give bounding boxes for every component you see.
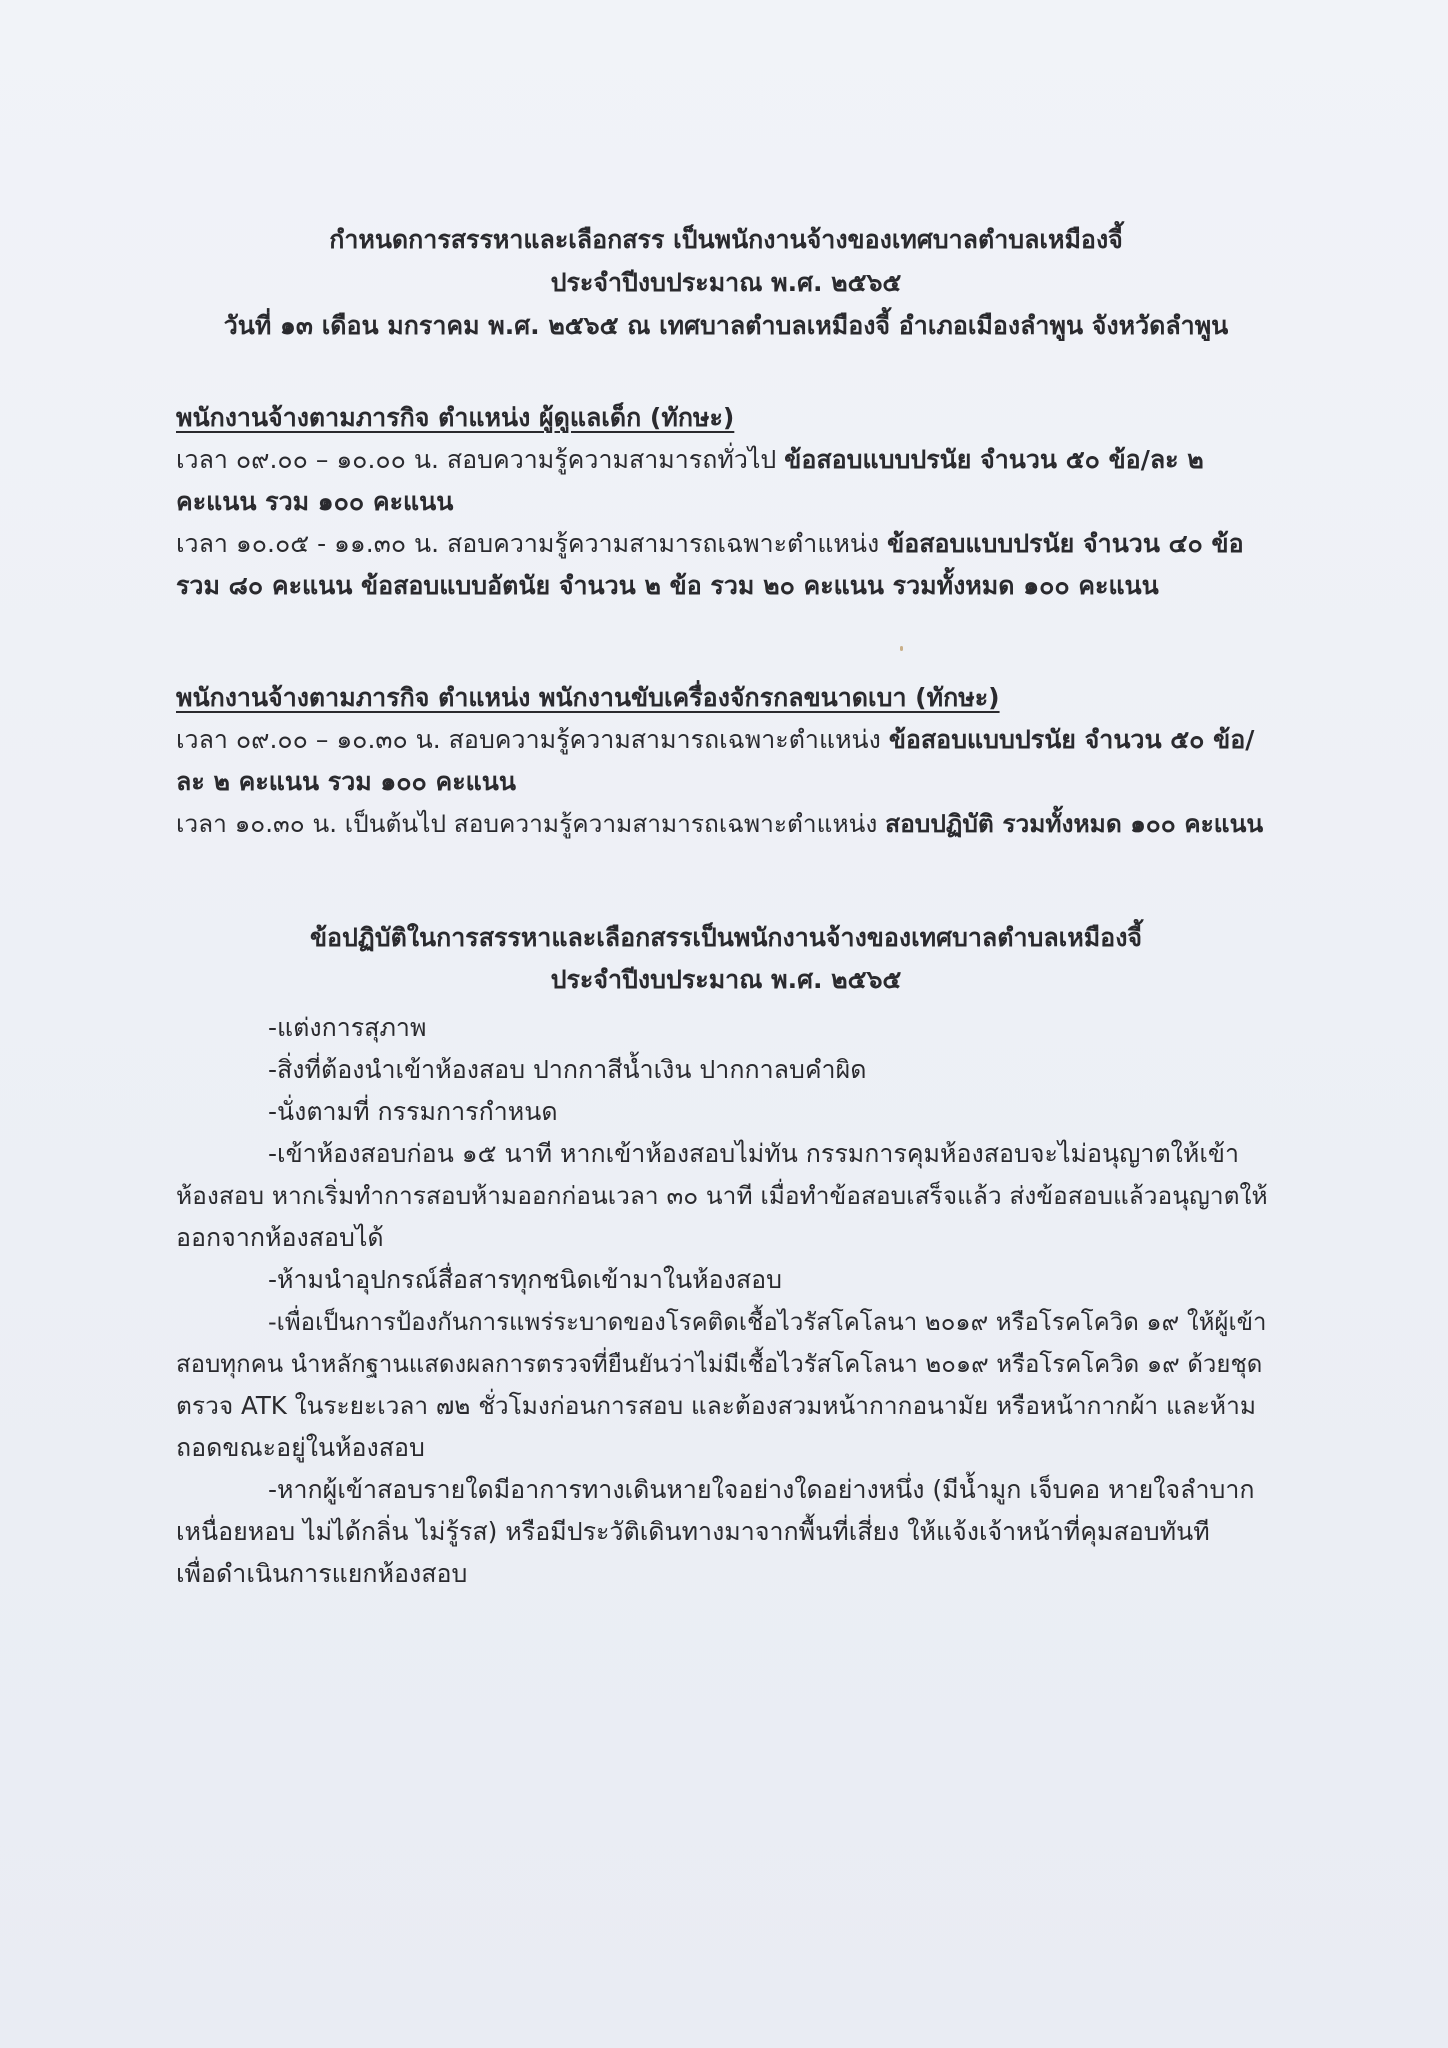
rule-continuation: เหนื่อยหอบ ไม่ได้กลิ่น ไม่รู้รส) หรือมีประวัติเดินทางมาจากพื้นที่เสี่ยง ให้แจ้งเจ้าหน้าที่คุมสอบทันที bbox=[176, 1517, 1210, 1546]
rule-item: -หากผู้เข้าสอบรายใดมีอาการทางเดินหายใจอย่างใดอย่างหนึ่ง (มีน้ำมูก เจ็บคอ หายใจลำบาก bbox=[268, 1475, 1255, 1504]
schedule-detail: สอบปฏิบัติ รวมทั้งหมด ๑๐๐ คะแนน bbox=[885, 809, 1264, 838]
section-heading: พนักงานจ้างตามภารกิจ ตำแหน่ง พนักงานขับเครื่องจักรกลขนาดเบา (ทักษะ) bbox=[176, 683, 1000, 712]
rules-title-line-2: ประจำปีงบประมาณ พ.ศ. ๒๕๖๕ bbox=[550, 965, 902, 994]
title-line-3: วันที่ ๑๓ เดือน มกราคม พ.ศ. ๒๕๖๕ ณ เทศบาลตำบลเหมืองจี้ อำเภอเมืองลำพูน จังหวัดลำพูน bbox=[223, 311, 1229, 340]
schedule-line bbox=[176, 719, 1276, 761]
schedule-detail: ข้อสอบแบบปรนัย จำนวน ๔๐ ข้อ bbox=[887, 529, 1244, 558]
section-child-caregiver bbox=[176, 397, 1276, 607]
rules-title bbox=[176, 917, 1276, 1001]
rule-item: -นั่งตามที่ กรรมการกำหนด bbox=[268, 1097, 558, 1126]
schedule-continuation: ละ ๒ คะแนน รวม ๑๐๐ คะแนน bbox=[176, 767, 516, 796]
schedule-time: เวลา ๐๙.๐๐ – ๑๐.๓๐ น. สอบความรู้ความสามารถเฉพาะตำแหน่ง bbox=[176, 725, 889, 754]
schedule-line bbox=[176, 803, 1276, 845]
rule-continuation: ตรวจ ATK ในระยะเวลา ๗๒ ชั่วโมงก่อนการสอบ และต้องสวมหน้ากากอนามัย หรือหน้ากากผ้า และห้าม bbox=[176, 1391, 1256, 1420]
rule-continuation: ห้องสอบ หากเริ่มทำการสอบห้ามออกก่อนเวลา ๓๐ นาที เมื่อทำข้อสอบเสร็จแล้ว ส่งข้อสอบแล้วอนุญาตให้ bbox=[176, 1181, 1268, 1210]
schedule-time: เวลา ๑๐.๐๕ - ๑๑.๓๐ น. สอบความรู้ความสามารถเฉพาะตำแหน่ง bbox=[176, 529, 888, 558]
rule-continuation: เพื่อดำเนินการแยกห้องสอบ bbox=[176, 1559, 468, 1588]
rule-item: -ห้ามนำอุปกรณ์สื่อสารทุกชนิดเข้ามาในห้องสอบ bbox=[268, 1265, 783, 1294]
document-body bbox=[176, 218, 1276, 1595]
title-line-1: กำหนดการสรรหาและเลือกสรร เป็นพนักงานจ้างของเทศบาลตำบลเหมืองจี้ bbox=[329, 225, 1123, 254]
rules-list bbox=[176, 1007, 1276, 1595]
section-heading: พนักงานจ้างตามภารกิจ ตำแหน่ง ผู้ดูแลเด็ก (ทักษะ) bbox=[176, 403, 735, 432]
title-line-2: ประจำปีงบประมาณ พ.ศ. ๒๕๖๕ bbox=[550, 268, 902, 297]
schedule-time: เวลา ๑๐.๓๐ น. เป็นต้นไป สอบความรู้ความสามารถเฉพาะตำแหน่ง bbox=[176, 809, 886, 838]
rule-continuation: ถอดขณะอยู่ในห้องสอบ bbox=[176, 1433, 425, 1462]
rule-item: -แต่งการสุภาพ bbox=[268, 1013, 427, 1042]
rule-item: -เพื่อเป็นการป้องกันการแพร่ระบาดของโรคติดเชื้อไวรัสโคโลนา ๒๐๑๙ หรือโรคโควิด ๑๙ ให้ผู้เข้า bbox=[268, 1308, 1267, 1336]
schedule-detail: ข้อสอบแบบปรนัย จำนวน ๕๐ ข้อ/ bbox=[888, 725, 1255, 754]
document-title bbox=[176, 218, 1276, 347]
rule-continuation: สอบทุกคน นำหลักฐานแสดงผลการตรวจที่ยืนยันว่าไม่มีเชื้อไวรัสโคโลนา ๒๐๑๙ หรือโรคโควิด ๑๙ ด้วยชุด bbox=[176, 1350, 1263, 1378]
schedule-continuation: รวม ๘๐ คะแนน ข้อสอบแบบอัตนัย จำนวน ๒ ข้อ รวม ๒๐ คะแนน รวมทั้งหมด ๑๐๐ คะแนน bbox=[176, 571, 1159, 600]
section-machine-operator bbox=[176, 677, 1276, 845]
rule-continuation: ออกจากห้องสอบได้ bbox=[176, 1223, 384, 1252]
schedule-line bbox=[176, 523, 1276, 565]
rules-title-line-1: ข้อปฏิบัติในการสรรหาและเลือกสรรเป็นพนักงานจ้างของเทศบาลตำบลเหมืองจี้ bbox=[309, 923, 1143, 952]
schedule-continuation: คะแนน รวม ๑๐๐ คะแนน bbox=[176, 487, 454, 516]
schedule-time: เวลา ๐๙.๐๐ – ๑๐.๐๐ น. สอบความรู้ความสามารถทั่วไป bbox=[176, 445, 785, 474]
rule-item: -สิ่งที่ต้องนำเข้าห้องสอบ ปากกาสีน้ำเงิน ปากกาลบคำผิด bbox=[268, 1055, 867, 1084]
rule-item: -เข้าห้องสอบก่อน ๑๕ นาที หากเข้าห้องสอบไม่ทัน กรรมการคุมห้องสอบจะไม่อนุญาตให้เข้า bbox=[268, 1139, 1240, 1168]
schedule-line bbox=[176, 439, 1276, 481]
schedule-detail: ข้อสอบแบบปรนัย จำนวน ๕๐ ข้อ/ละ ๒ bbox=[784, 445, 1204, 474]
